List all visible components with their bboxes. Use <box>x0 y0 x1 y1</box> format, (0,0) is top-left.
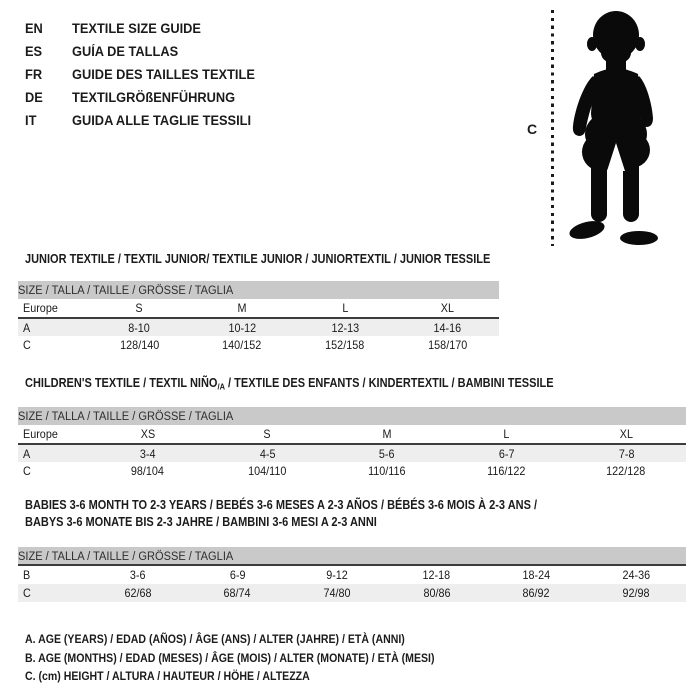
lang-code: EN <box>25 21 43 36</box>
legend-line-c: C. (cm) HEIGHT / ALTURA / HAUTEUR / HÖHE / ALTEZZA <box>25 669 310 683</box>
table-row <box>18 462 686 480</box>
lang-code: IT <box>25 113 37 128</box>
size-header: SIZE / TALLA / TAILLE / GRÖSSE / TAGLIA <box>18 409 234 423</box>
lang-code: FR <box>25 67 43 82</box>
size-cell: 92/98 <box>622 586 650 600</box>
section-title-text: JUNIOR TEXTILE / TEXTIL JUNIOR/ TEXTILE JUNIOR / JUNIORTEXTIL / JUNIOR TESSILE <box>25 252 491 266</box>
size-cell: 74/80 <box>323 586 351 600</box>
section-title-babies <box>25 497 607 530</box>
lang-row-fr <box>25 63 265 86</box>
size-cell: 68/74 <box>223 586 251 600</box>
size-cell: 6-7 <box>498 446 515 461</box>
size-cell: 3-4 <box>139 446 156 461</box>
size-cell: L <box>341 301 348 315</box>
size-cell: 152/158 <box>325 338 365 352</box>
size-cell: 122/128 <box>606 464 646 478</box>
section-title-line2: BABYS 3-6 MONATE BIS 2-3 JAHRE / BAMBINI 3-6 MESI A 2-3 ANNI <box>25 514 377 529</box>
size-cell: XL <box>441 301 455 315</box>
table-row <box>18 299 499 318</box>
size-cell: M <box>237 301 247 315</box>
size-cell: 62/68 <box>124 586 152 600</box>
lang-label: GUIDA ALLE TAGLIE TESSILI <box>72 113 252 128</box>
size-cell: 12-18 <box>422 568 451 582</box>
size-cell: 80/86 <box>423 586 451 600</box>
size-header: SIZE / TALLA / TAILLE / GRÖSSE / TAGLIA <box>18 283 234 297</box>
table-row <box>18 547 686 565</box>
legend-line-a: A. AGE (YEARS) / EDAD (AÑOS) / ÂGE (ANS) / ALTER (JAHRE) / ETÀ (ANNI) <box>25 632 405 646</box>
size-cell: 6-9 <box>229 568 246 582</box>
row-label: Europe <box>23 427 58 441</box>
size-cell: 8-10 <box>128 320 151 335</box>
size-cell: S <box>263 427 271 441</box>
size-cell: 24-36 <box>622 568 650 582</box>
row-label: B <box>23 568 31 582</box>
lang-code: DE <box>25 90 43 105</box>
size-cell: L <box>503 427 510 441</box>
table-row <box>18 281 499 299</box>
lang-label: GUIDE DES TAILLES TEXTILE <box>72 67 255 82</box>
row-label: A <box>23 446 31 461</box>
row-label: Europe <box>23 301 58 315</box>
size-cell: 10-12 <box>228 320 256 335</box>
table-row <box>18 565 686 584</box>
size-cell: S <box>135 301 143 315</box>
size-cell: 98/104 <box>131 464 165 478</box>
children-size-table <box>18 407 686 480</box>
row-label: C <box>23 338 31 352</box>
table-row <box>18 336 499 354</box>
section-title-junior <box>25 251 554 268</box>
size-cell: 14-16 <box>433 320 462 335</box>
size-cell: M <box>382 427 392 441</box>
table-row <box>18 318 499 336</box>
lang-row-it <box>25 109 265 132</box>
size-cell: 12-13 <box>331 320 359 335</box>
size-cell: XS <box>140 427 155 441</box>
size-cell: 110/116 <box>368 464 406 478</box>
size-cell: 86/92 <box>522 586 550 600</box>
junior-size-table <box>18 281 499 354</box>
size-cell: 140/152 <box>222 338 262 352</box>
table-row <box>18 407 686 425</box>
lang-code: ES <box>25 44 43 59</box>
row-label: C <box>23 464 31 478</box>
size-cell: 116/122 <box>487 464 526 478</box>
language-list <box>25 17 265 132</box>
row-label: A <box>23 320 31 335</box>
lang-row-es <box>25 40 265 63</box>
size-cell: 4-5 <box>259 446 276 461</box>
size-cell: 7-8 <box>618 446 634 461</box>
height-dashed-line <box>551 10 554 246</box>
title-subscript: /A <box>217 381 225 392</box>
legend-line-b: B. AGE (MONTHS) / EDAD (MESES) / ÂGE (MOIS) / ALTER (MONATE) / ETÀ (MESI) <box>25 650 435 665</box>
toddler-silhouette-icon <box>562 8 669 246</box>
size-cell: 18-24 <box>522 568 551 582</box>
size-cell: 104/110 <box>248 464 287 478</box>
table-row <box>18 444 686 462</box>
height-label: C <box>527 121 538 137</box>
lang-label: GUÍA DE TALLAS <box>72 44 179 59</box>
size-cell: XL <box>619 427 633 441</box>
table-row <box>18 584 686 602</box>
row-label: C <box>23 586 31 600</box>
size-cell: 9-12 <box>326 568 348 582</box>
lang-row-en <box>25 17 265 40</box>
table-row <box>18 425 686 444</box>
size-cell: 3-6 <box>130 568 146 582</box>
size-header: SIZE / TALLA / TAILLE / GRÖSSE / TAGLIA <box>18 548 234 563</box>
lang-label: TEXTILE SIZE GUIDE <box>72 21 201 36</box>
section-title-children <box>25 375 626 395</box>
lang-label: TEXTILGRÖßENFÜHRUNG <box>72 90 236 105</box>
size-cell: 5-6 <box>379 446 395 461</box>
section-title-line1: BABIES 3-6 MONTH TO 2-3 YEARS / BEBÉS 3-6 MESES A 2-3 AÑOS / BÉBÉS 3-6 MOIS À 2-3 ANS / <box>25 498 538 512</box>
legend <box>25 630 490 686</box>
babies-size-table <box>18 547 686 602</box>
size-cell: 158/170 <box>428 338 468 352</box>
lang-row-de <box>25 86 265 109</box>
size-cell: 128/140 <box>119 338 159 352</box>
section-title-text: CHILDREN'S TEXTILE / TEXTIL $NIÑO_{/A}$ / TEXTILE DES ENFANTS / KINDERTEXTIL / BAMBINI TESSILE <box>25 376 554 392</box>
